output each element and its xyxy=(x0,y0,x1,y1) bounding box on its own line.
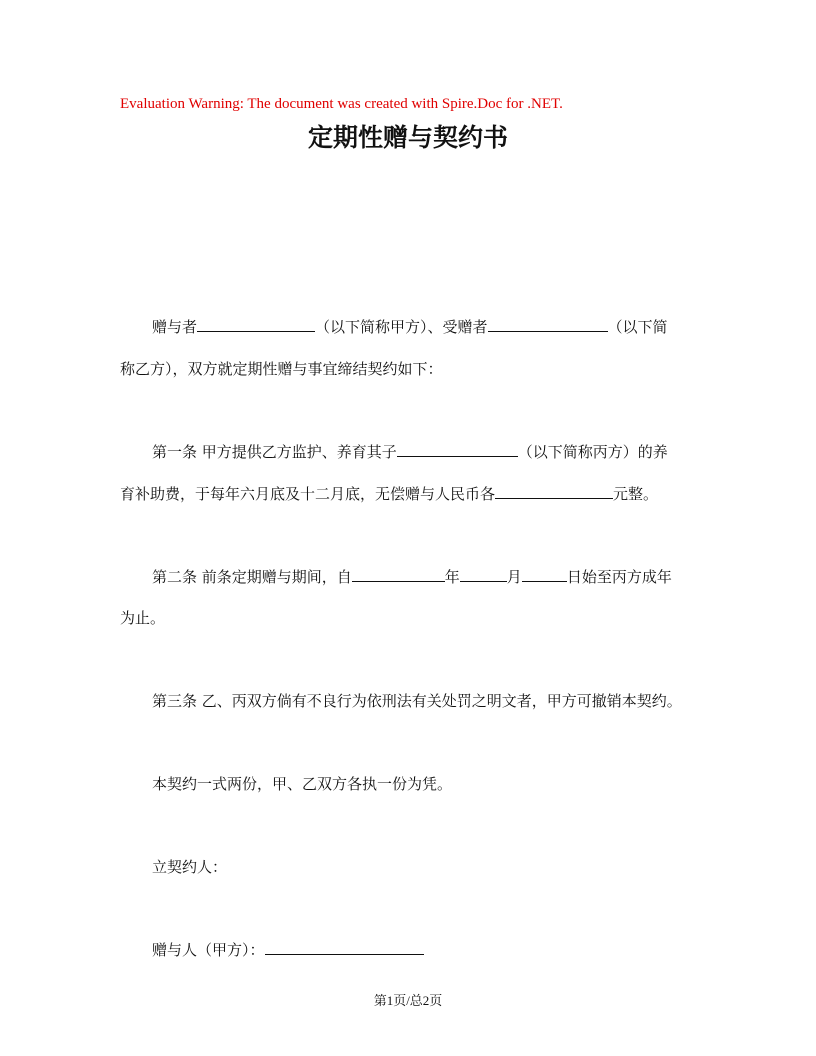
child-name-blank[interactable] xyxy=(397,441,518,457)
day-blank[interactable] xyxy=(522,566,567,582)
text: （以下简 xyxy=(607,318,668,336)
text: 第一条 甲方提供乙方监护、养育其子 xyxy=(152,443,397,461)
article-1-line1 xyxy=(120,441,668,463)
donor-signature-line xyxy=(120,939,424,961)
text: 赠与人（甲方）： xyxy=(152,941,265,959)
text: 元整。 xyxy=(613,485,659,503)
amount-blank[interactable] xyxy=(495,483,613,499)
text: 育补助费，于每年六月底及十二月底，无偿赠与人民币各 xyxy=(120,485,496,503)
signers-label: 立契约人： xyxy=(152,858,228,876)
copies-clause: 本契约一式两份，甲、乙双方各执一份为凭。 xyxy=(152,775,453,793)
text: 年 xyxy=(444,568,460,586)
donee-name-blank[interactable] xyxy=(488,316,608,332)
document-title: 定期性赠与契约书 xyxy=(307,123,508,152)
paragraph-intro-line1 xyxy=(120,316,668,338)
text: 月 xyxy=(506,568,522,586)
month-blank[interactable] xyxy=(460,566,507,582)
evaluation-warning: Evaluation Warning: The document was created with Spire.Doc for .NET. xyxy=(120,96,563,112)
paragraph-intro-line2: 称乙方），双方就定期性赠与事宜缔结契约如下： xyxy=(120,360,443,378)
text: （以下简称丙方）的养 xyxy=(517,443,668,461)
text: 第二条 前条定期赠与期间，自 xyxy=(152,568,352,586)
article-1-line2 xyxy=(120,483,658,505)
text: 日始至丙方成年 xyxy=(566,568,672,586)
article-3: 第三条 乙、丙双方倘有不良行为依刑法有关处罚之明文者，甲方可撤销本契约。 xyxy=(152,692,682,710)
text: 赠与者 xyxy=(152,318,198,336)
text: （以下简称甲方）、受赠者 xyxy=(315,318,488,336)
article-2-line2: 为止。 xyxy=(120,609,166,627)
donor-name-blank[interactable] xyxy=(197,316,315,332)
article-2-line1 xyxy=(120,566,672,588)
page-footer: 第1页/总2页 xyxy=(373,993,443,1008)
donor-signature-blank[interactable] xyxy=(265,939,424,955)
year-blank[interactable] xyxy=(352,566,445,582)
